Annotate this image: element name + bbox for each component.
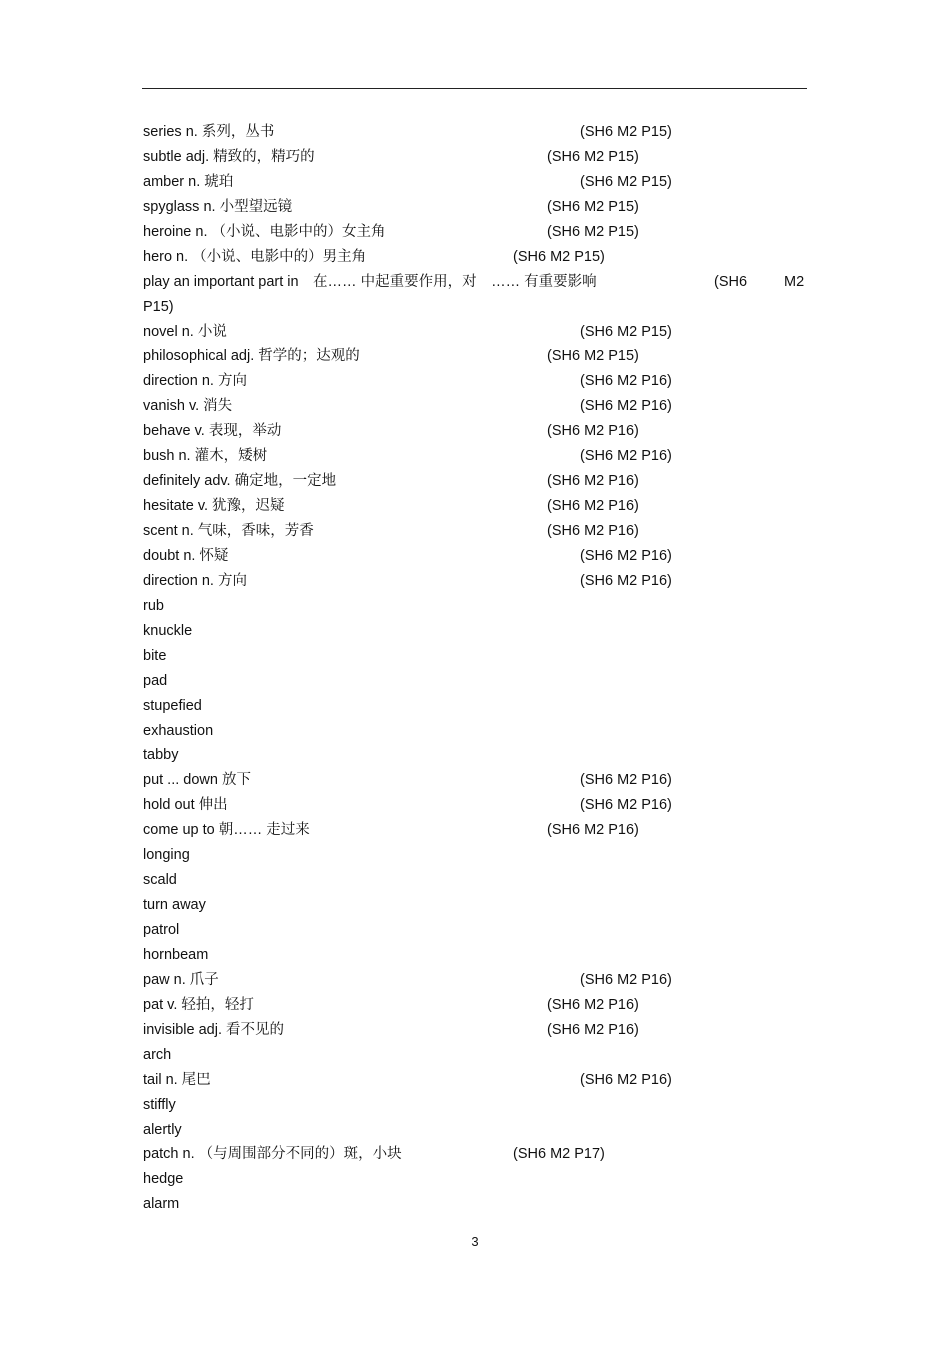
vocab-term: come up to 朝…… 走过来: [143, 822, 310, 839]
vocab-term: invisible adj. 看不见的: [143, 1021, 285, 1038]
vocab-term: put ... down 放下: [143, 772, 251, 789]
vocabulary-list: [143, 120, 808, 1217]
vocab-entry: [143, 1068, 808, 1093]
vocab-term: exhaustion: [143, 722, 214, 739]
vocab-term: knuckle: [143, 622, 193, 639]
vocab-term: philosophical adj. 哲学的；达观的: [143, 348, 360, 365]
vocab-ref: (SH6 M2 P15): [547, 148, 639, 165]
vocab-entry: [143, 170, 808, 195]
vocab-term: alarm: [143, 1196, 180, 1213]
vocab-term: direction n. 方向: [143, 373, 247, 390]
vocab-ref: (SH6 M2 P15): [547, 198, 639, 215]
vocab-entry: [143, 669, 808, 694]
vocab-entry: [143, 644, 808, 669]
vocab-term: turn away: [143, 897, 206, 914]
vocab-term: hornbeam: [143, 946, 209, 963]
vocab-term: scald: [143, 872, 177, 889]
vocab-term: amber n. 琥珀: [143, 173, 234, 190]
vocab-term: pat v. 轻拍，轻打: [143, 996, 254, 1013]
vocab-term: direction n. 方向: [143, 572, 247, 589]
vocab-entry: [143, 1192, 808, 1217]
vocab-term: subtle adj. 精致的，精巧的: [143, 148, 315, 165]
vocab-ref: M2: [784, 273, 805, 290]
vocab-ref: (SH6 M2 P16): [580, 572, 672, 589]
vocab-term: vanish v. 消失: [143, 398, 233, 415]
vocab-entry: [143, 719, 808, 744]
vocab-ref: (SH6 M2 P16): [547, 996, 639, 1013]
vocab-term: rub: [143, 597, 164, 614]
vocab-term: pad: [143, 672, 168, 689]
vocab-entry: [143, 320, 808, 345]
vocab-term: novel n. 小说: [143, 323, 227, 340]
vocab-entry: [143, 843, 808, 868]
vocab-ref: (SH6 M2 P16): [547, 473, 639, 490]
vocab-term: bite: [143, 647, 167, 664]
vocab-ref: (SH6 M2 P16): [580, 373, 672, 390]
vocab-ref: (SH6 M2 P16): [547, 822, 639, 839]
vocab-term: doubt n. 怀疑: [143, 547, 229, 564]
vocab-ref: (SH6 M2 P16): [580, 448, 672, 465]
vocab-ref: (SH6 M2 P16): [580, 547, 672, 564]
vocab-term: patrol: [143, 922, 180, 939]
vocab-entry: [143, 394, 808, 419]
vocab-term: stupefied: [143, 697, 202, 714]
vocab-entry: [143, 793, 808, 818]
vocab-ref: (SH6 M2 P16): [547, 523, 639, 540]
vocab-entry: [143, 1043, 808, 1068]
header-rule: [142, 88, 807, 89]
vocab-entry: [143, 444, 808, 469]
vocab-entry: [143, 270, 808, 320]
vocab-ref: (SH6 M2 P15): [513, 248, 605, 265]
vocab-entry: [143, 893, 808, 918]
vocab-entry: [143, 519, 808, 544]
vocab-entry: [143, 818, 808, 843]
vocab-entry: [143, 220, 808, 245]
vocab-ref: (SH6 M2 P16): [580, 971, 672, 988]
vocab-entry: [143, 419, 808, 444]
vocab-entry: [143, 694, 808, 719]
vocab-ref: (SH6: [714, 273, 748, 290]
vocab-term: definitely adv. 确定地，一定地: [143, 473, 337, 490]
vocab-entry: [143, 768, 808, 793]
vocab-entry: [143, 1018, 808, 1043]
vocab-ref-continued: P15): [143, 298, 174, 315]
vocab-term: tail n. 尾巴: [143, 1071, 211, 1088]
vocab-term: arch: [143, 1046, 172, 1063]
vocab-term: tabby: [143, 747, 179, 764]
vocab-term: behave v. 表现，举动: [143, 423, 282, 440]
vocab-entry: [143, 195, 808, 220]
vocab-ref: (SH6 M2 P17): [513, 1146, 605, 1163]
vocab-term: hesitate v. 犹豫，迟疑: [143, 498, 285, 515]
vocab-ref: (SH6 M2 P16): [580, 1071, 672, 1088]
vocab-entry: [143, 1167, 808, 1192]
vocab-term: longing: [143, 847, 190, 864]
vocab-entry: [143, 120, 808, 145]
vocab-term: hero n. （小说、电影中的）男主角: [143, 248, 367, 265]
vocab-ref: (SH6 M2 P16): [580, 398, 672, 415]
vocab-ref: (SH6 M2 P15): [547, 223, 639, 240]
vocab-entry: [143, 369, 808, 394]
vocab-term: series n. 系列，丛书: [143, 124, 275, 140]
vocab-ref: (SH6 M2 P15): [580, 173, 672, 190]
vocab-ref: (SH6 M2 P16): [547, 1021, 639, 1038]
vocab-entry: [143, 245, 808, 270]
vocab-entry: [143, 968, 808, 993]
vocab-entry: [143, 594, 808, 619]
vocab-term: stiffly: [143, 1096, 176, 1113]
vocab-entry: [143, 494, 808, 519]
vocab-entry: [143, 544, 808, 569]
vocab-ref: (SH6 M2 P15): [580, 124, 672, 140]
vocab-term: patch n. （与周围部分不同的）斑，小块: [143, 1146, 402, 1163]
vocab-entry: [143, 569, 808, 594]
vocab-entry: [143, 993, 808, 1018]
vocab-entry: [143, 619, 808, 644]
vocab-entry: [143, 344, 808, 369]
vocab-term: paw n. 爪子: [143, 971, 219, 988]
vocab-entry: [143, 943, 808, 968]
vocab-entry: [143, 743, 808, 768]
page-number: 3: [471, 1234, 479, 1249]
vocab-entry: [143, 1142, 808, 1167]
vocab-entry: [143, 918, 808, 943]
vocab-entry: [143, 1118, 808, 1143]
vocab-entry: [143, 145, 808, 170]
vocab-ref: (SH6 M2 P16): [547, 498, 639, 515]
vocab-entry: [143, 1093, 808, 1118]
vocab-term: play an important part in 在…… 中起重要作用，对 …… 有重要影响: [143, 273, 597, 290]
vocab-term: scent n. 气味，香味，芳香: [143, 523, 314, 540]
vocab-entry: [143, 469, 808, 494]
vocab-term: bush n. 灌木，矮树: [143, 448, 268, 465]
vocab-ref: (SH6 M2 P16): [580, 797, 672, 814]
vocab-ref: (SH6 M2 P15): [547, 348, 639, 365]
vocab-ref: (SH6 M2 P16): [547, 423, 639, 440]
vocab-ref: (SH6 M2 P15): [580, 323, 672, 340]
vocab-term: alertly: [143, 1121, 182, 1138]
vocab-term: spyglass n. 小型望远镜: [143, 198, 293, 215]
vocab-entry: [143, 868, 808, 893]
vocab-term: hedge: [143, 1171, 184, 1188]
vocab-term: hold out 伸出: [143, 797, 228, 814]
vocab-term: heroine n. （小说、电影中的）女主角: [143, 223, 386, 240]
vocab-ref: (SH6 M2 P16): [580, 772, 672, 789]
